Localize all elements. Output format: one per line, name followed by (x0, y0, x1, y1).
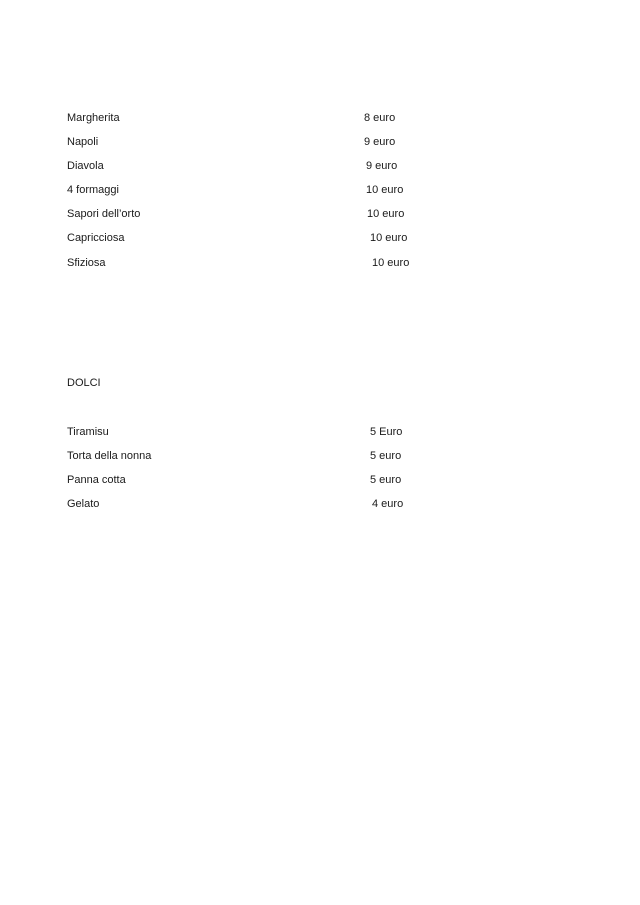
menu-item-name: Panna cotta (67, 474, 126, 486)
menu-item-price: 10 euro (366, 184, 404, 196)
menu-item-name: Margherita (67, 112, 120, 124)
section-heading: DOLCI (67, 377, 101, 389)
menu-item-name: Torta della nonna (67, 450, 152, 462)
menu-item-price: 9 euro (364, 136, 396, 148)
menu-item-price: 5 euro (370, 450, 402, 462)
menu-item-name: Sfiziosa (67, 257, 106, 269)
menu-item-name: Napoli (67, 136, 99, 148)
menu-item-price: 5 euro (370, 474, 402, 486)
menu-item-price: 9 euro (366, 160, 398, 172)
menu-item-name: Sapori dell’orto (67, 208, 141, 220)
menu-item-price: 8 euro (364, 112, 396, 124)
menu-item-price: 10 euro (370, 232, 408, 244)
menu-item-price: 10 euro (372, 257, 410, 269)
menu-item-price: 5 Euro (370, 426, 403, 438)
menu-item-name: 4 formaggi (67, 184, 119, 196)
menu-item-name: Tiramisu (67, 426, 109, 438)
menu-item-name: Diavola (67, 160, 104, 172)
menu-item-name: Capricciosa (67, 232, 125, 244)
menu-item-name: Gelato (67, 498, 100, 510)
menu-item-price: 4 euro (372, 498, 404, 510)
menu-item-price: 10 euro (367, 208, 405, 220)
